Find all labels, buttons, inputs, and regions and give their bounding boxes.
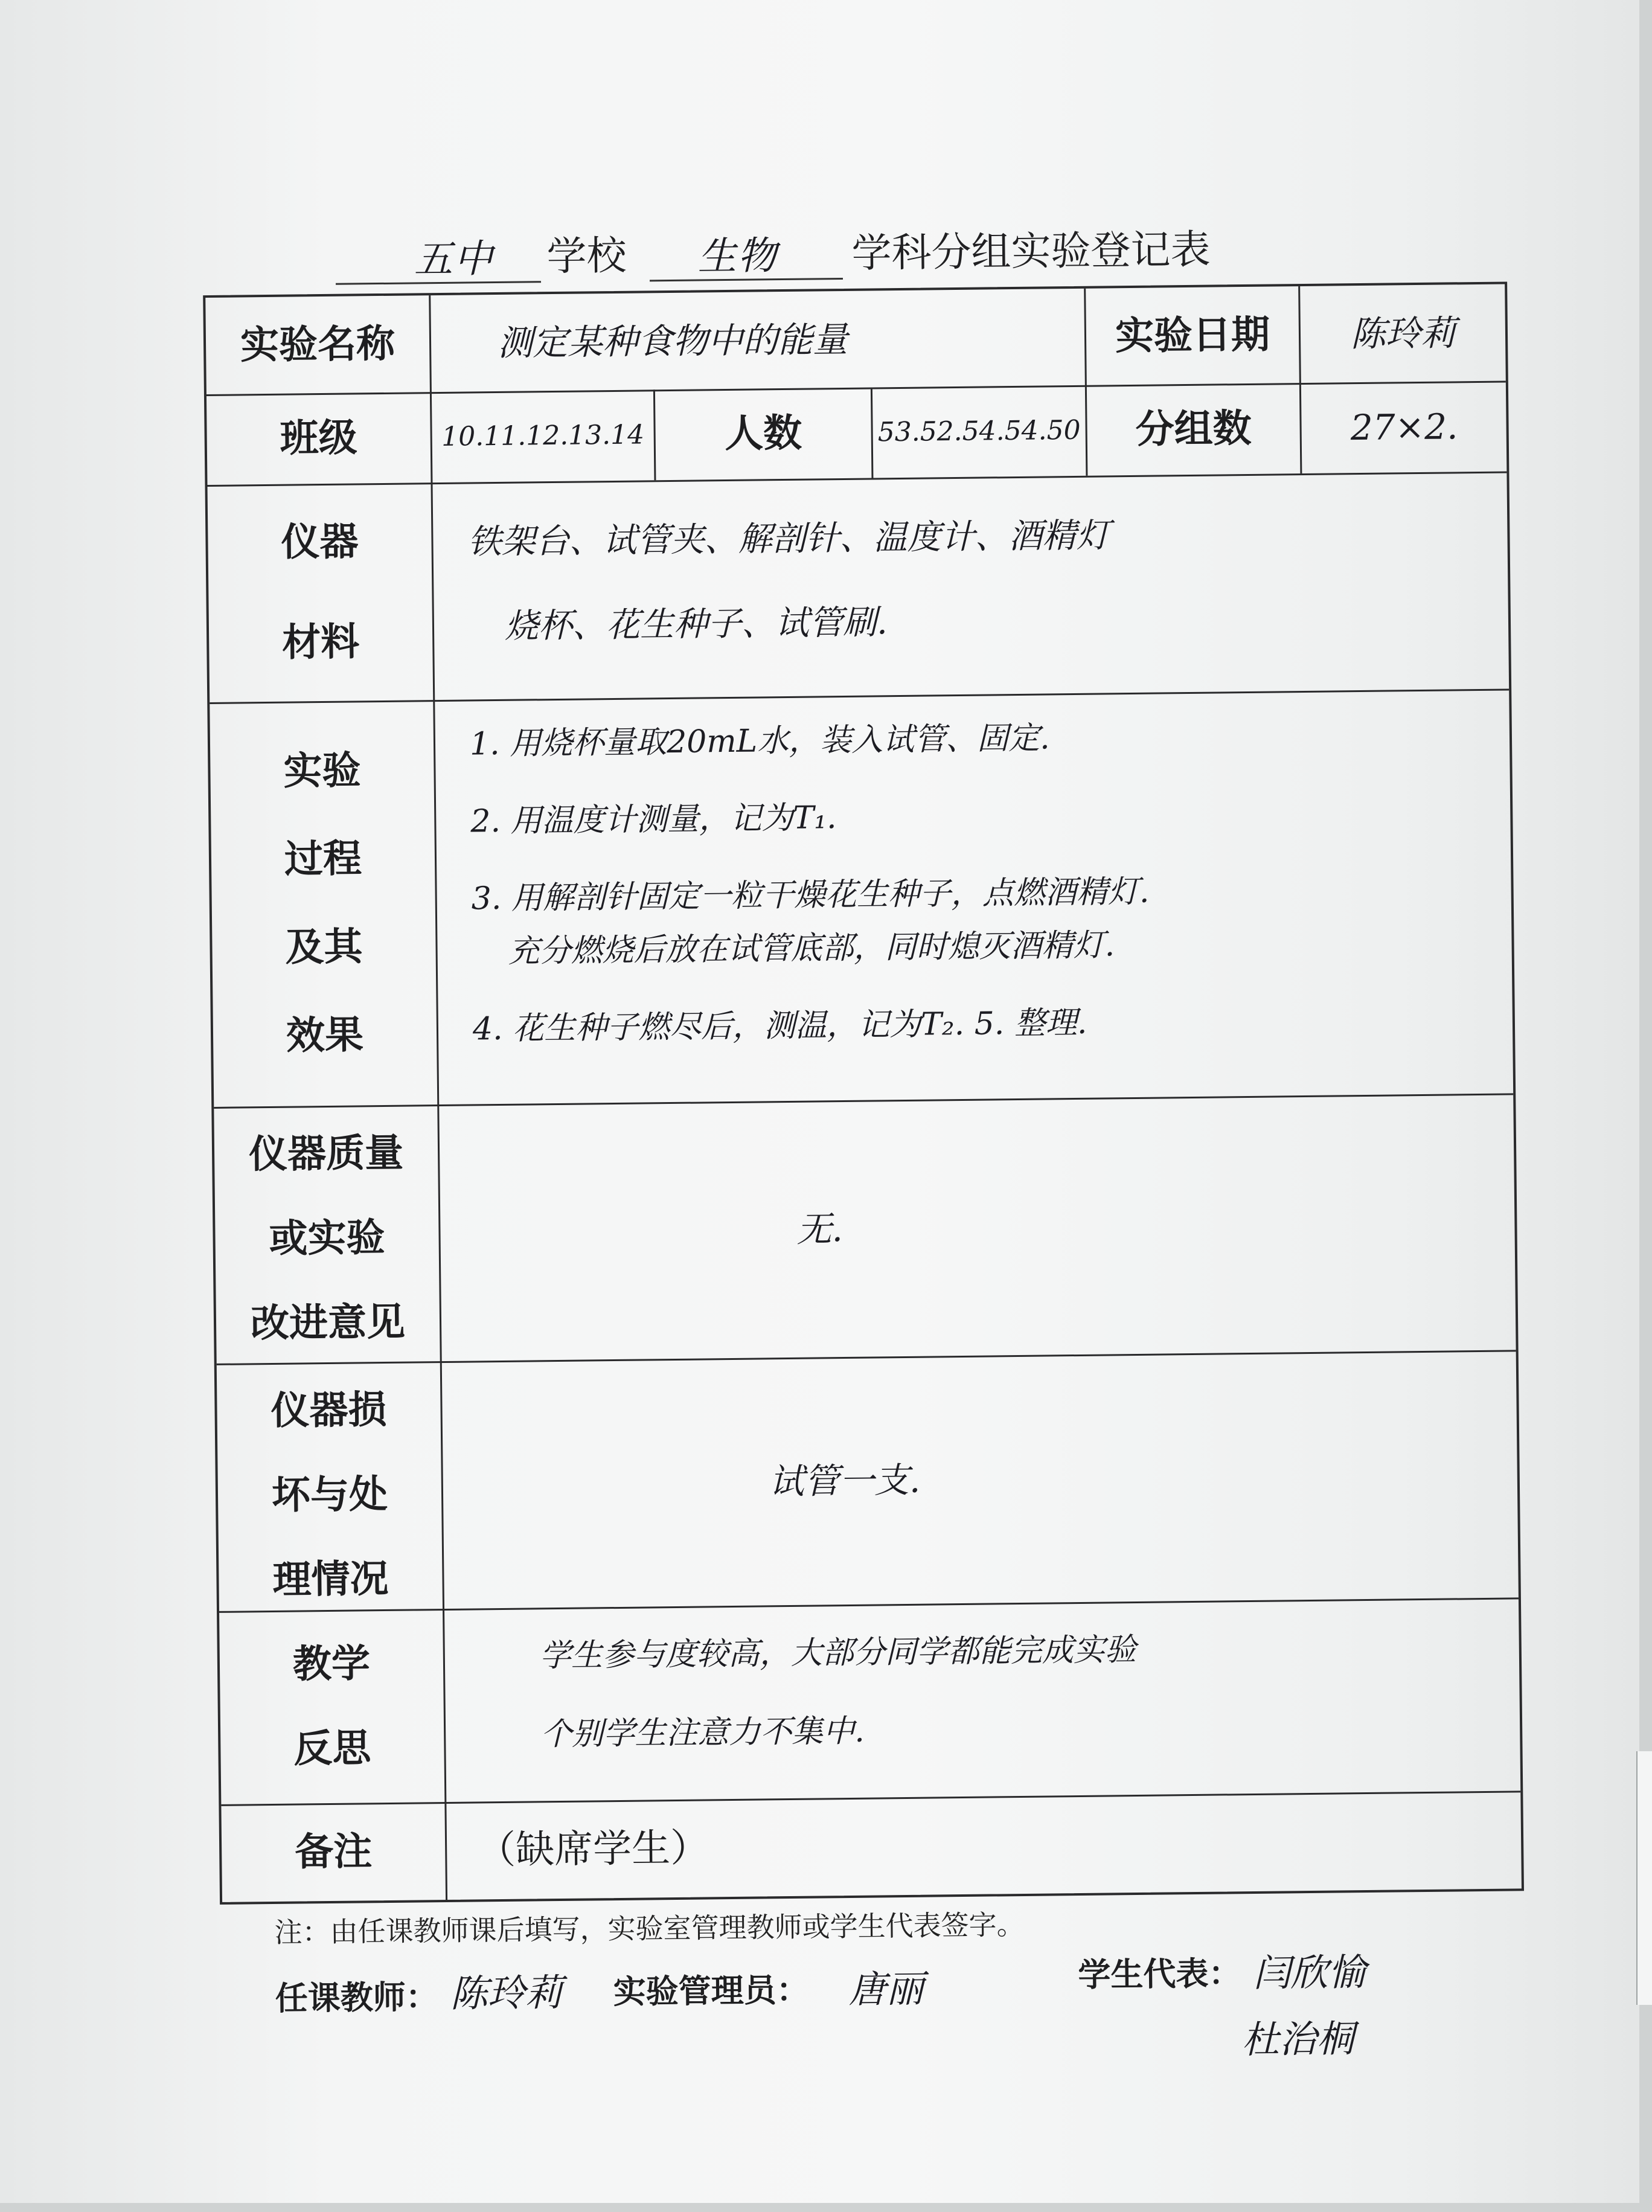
subject-handwritten: 生物 [697,234,778,280]
remarks-label: 备注 [294,1829,373,1875]
reflection-line-2: 个别学生注意力不集中. [540,1713,865,1753]
remarks-value[interactable]: （缺席学生） [476,1826,709,1873]
quality-value[interactable]: 无. [796,1208,844,1250]
damage-label: 仪器损 坏与处 理情况 [271,1387,389,1603]
class-value[interactable]: 10.11.12.13.14 [441,419,645,452]
form-note: 注：由任课教师课后填写，实验室管理教师或学生代表签字。 [274,1908,1025,1949]
experiment-date-value[interactable]: 陈玲莉 [1350,312,1456,355]
process-line-1: 1. 用烧杯量取20mL水，装入试管、固定. [469,720,1050,763]
headcount-value[interactable]: 53.52.54.54.50 [877,414,1081,448]
experiment-name-label: 实验名称 [240,321,395,368]
process-label: 实验 过程 及其 效果 [283,748,364,1059]
teacher-signature: 陈玲莉 [450,1970,563,2016]
process-line-5: 4. 花生种子燃尽后，测温，记为T₂. 5. 整理. [472,1004,1087,1048]
process-line-3: 3. 用解剖针固定一粒干燥花生种子，点燃酒精灯. [471,873,1150,917]
registration-table [203,281,1524,1904]
experiment-date-label: 实验日期 [1115,312,1270,359]
damage-value[interactable]: 试管一支. [769,1459,921,1502]
teacher-label: 任课教师： [275,1978,439,2018]
school-suffix: 学校 [546,232,627,280]
equipment-label: 仪器 材料 [281,519,360,666]
school-handwritten: 五中 [414,237,494,283]
group-count-label: 分组数 [1135,406,1252,452]
headcount-label: 人数 [724,411,802,457]
process-value[interactable] [469,695,1499,1068]
equipment-line-2: 烧杯、花生种子、试管刷. [504,603,888,646]
student-rep-label: 学生代表： [1078,1954,1241,1995]
experiment-name-value[interactable]: 测定某种食物中的能量 [497,318,848,364]
group-count-value[interactable]: 27×2. [1350,406,1458,449]
equipment-value[interactable] [467,490,1496,670]
reflection-label: 教学 反思 [292,1641,371,1772]
student-rep-signature-2: 杜治桐 [1241,2016,1354,2062]
process-line-2: 2. 用温度计测量，记为T₁. [470,800,837,840]
equipment-line-1: 铁架台、试管夹、解剖针、温度计、酒精灯 [467,516,1110,562]
quality-label: 仪器质量 或实验 改进意见 [248,1130,406,1347]
lab-admin-label: 实验管理员： [613,1970,809,2012]
process-line-4: 充分燃烧后放在试管底部，同时熄灭酒精灯. [508,927,1115,970]
title-suffix: 学科分组实验登记表 [851,226,1211,277]
reflection-value[interactable] [539,1607,1507,1774]
student-rep-signature-1: 闫欣愉 [1253,1950,1366,1996]
reflection-line-1: 学生参与度较高，大部分同学都能完成实验 [539,1632,1137,1675]
lab-admin-signature: 唐丽 [848,1966,924,2012]
class-label: 班级 [280,415,358,461]
form-title [335,210,1253,292]
